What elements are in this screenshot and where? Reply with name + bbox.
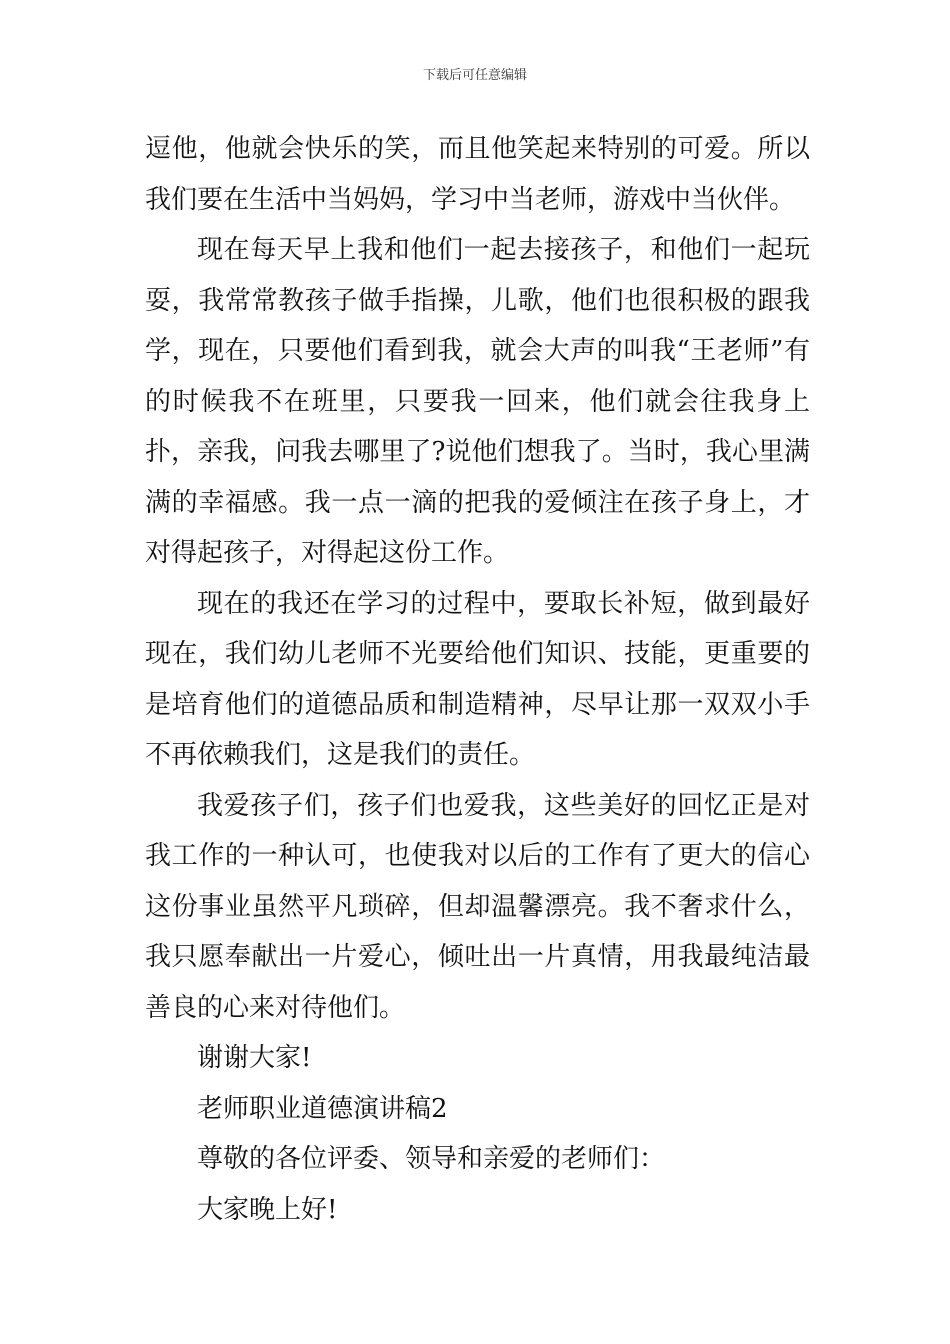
paragraph-3: 现在的我还在学习的过程中，要取长补短，做到最好现在，我们幼儿老师不光要给他们知识、技能，更重要的是培育他们的道德品质和制造精神，尽早让那一双双小手不再依赖我们，这是我们的责任。 (145, 588, 810, 770)
paragraph-4: 我爱孩子们，孩子们也爱我，这些美好的回忆正是对我工作的一种认可，也使我对以后的工作有了更大的信心这份事业虽然平凡琐碎，但却温馨漂亮。我不奢求什么，我只愿奉献出一片爱心，倾吐出一片真情，用我最纯洁最善良的心来对待他们。 (145, 790, 810, 1023)
salutation-line: 尊敬的各位评委、领导和亲爱的老师们： (197, 1144, 666, 1174)
paragraph-1: 逗他，他就会快乐的笑，而且他笑起来特别的可爱。所以我们要在生活中当妈妈，学习中当老师，游戏中当伙伴。 (145, 134, 810, 215)
document-body (145, 124, 810, 1235)
greeting-line: 大家晚上好! (197, 1194, 338, 1225)
speech-title: 老师职业道德演讲稿2 (197, 1093, 448, 1124)
paragraph-2: 现在每天早上我和他们一起去接孩子，和他们一起玩耍，我常常教孩子做手指操，儿歌，他们也很积极的跟我学，现在，只要他们看到我，就会大声的叫我“王老师”有的时候我不在班里，只要我一回来，他们就会往我身上扑，亲我，问我去哪里了?说他们想我了。当时，我心里满满的幸福感。我一点一滴的把我的爱倾注在孩子身上，才对得起孩子，对得起这份工作。 (145, 235, 810, 568)
header-note: 下载后可任意编辑 (422, 68, 527, 83)
thanks-line: 谢谢大家! (197, 1043, 312, 1073)
